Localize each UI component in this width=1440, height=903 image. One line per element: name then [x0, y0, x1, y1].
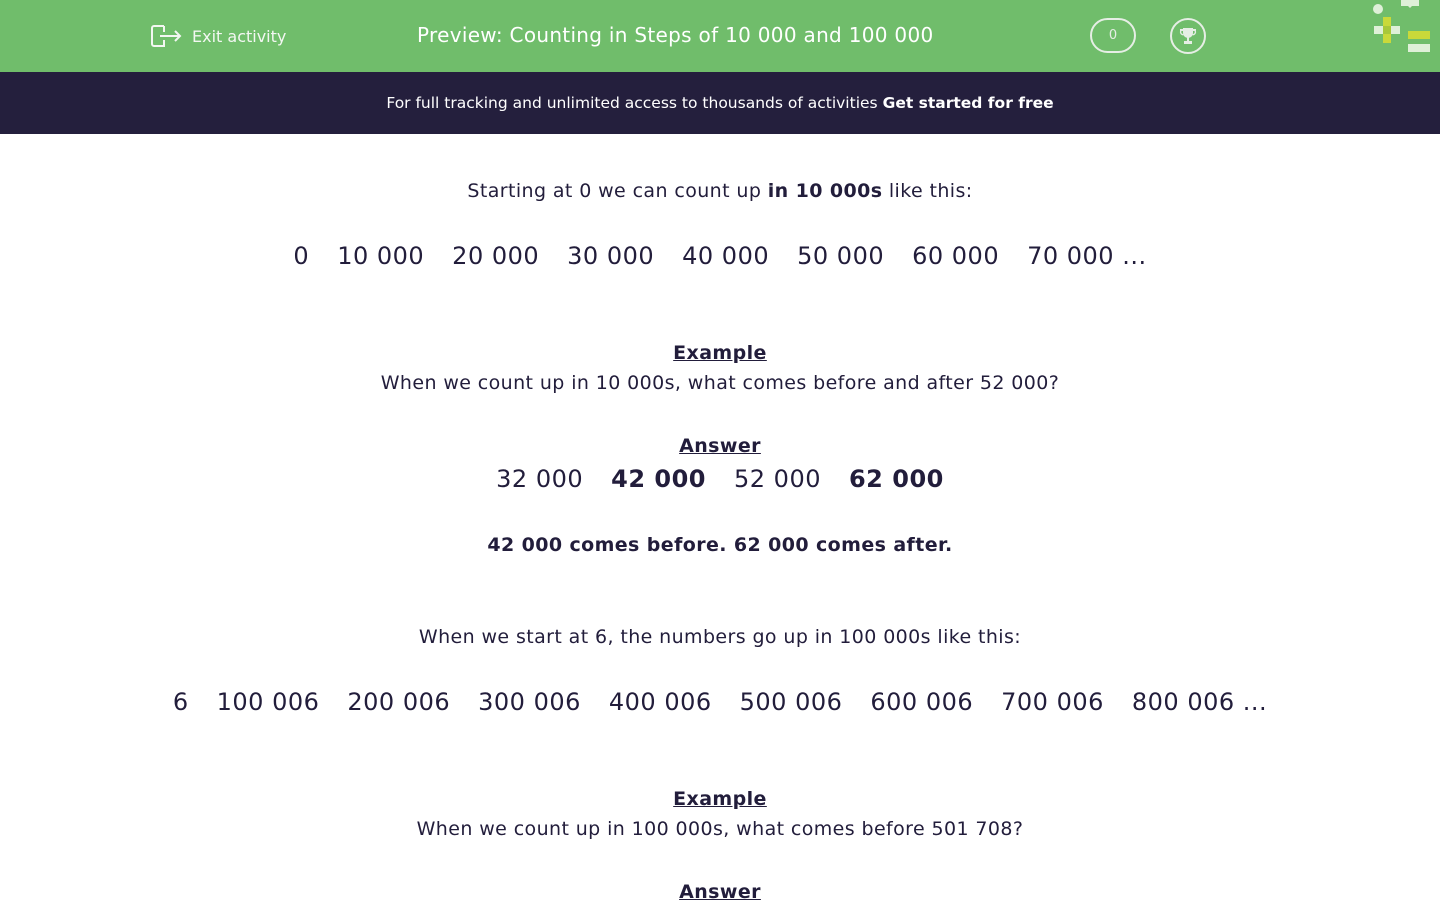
sequence-number: 300 006: [478, 688, 581, 716]
get-started-link[interactable]: Get started for free: [882, 94, 1054, 112]
sequence-10000s: [0, 242, 1440, 270]
answer-after: 62 000: [848, 465, 944, 493]
sequence-number: 700 006: [1001, 688, 1104, 716]
score-badge: 0: [1090, 18, 1136, 53]
answer-heading: Answer: [679, 881, 761, 903]
sequence-number: 30 000: [567, 242, 655, 270]
intro-10000s: [0, 180, 1440, 202]
sequence-100000s: [0, 688, 1440, 716]
sequence-number: 600 006: [870, 688, 974, 716]
answer-heading: Answer: [679, 435, 761, 457]
top-bar: [0, 0, 1440, 72]
sequence-number: 32 000: [496, 465, 584, 493]
answer-sequence: [0, 465, 1440, 493]
sequence-number: 10 000: [337, 242, 425, 270]
signup-banner: [0, 72, 1440, 134]
exit-label: Exit activity: [192, 26, 287, 46]
answer-conclusion: 42 000 comes before. 62 000 comes after.: [487, 534, 953, 556]
exit-activity-button[interactable]: [150, 22, 286, 50]
sequence-number: 70 000 ...: [1027, 242, 1147, 270]
trophy-button[interactable]: [1170, 18, 1206, 54]
page-title: Preview: Counting in Steps of 10 000 and 100 000: [417, 23, 934, 47]
sequence-number: 52 000: [734, 465, 821, 493]
sequence-number: 800 006 ...: [1131, 688, 1268, 716]
intro-text: Starting at 0 we can count up: [467, 180, 768, 202]
sequence-number: 200 006: [347, 688, 451, 716]
banner-text: For full tracking and unlimited access to thousands of activities: [386, 94, 878, 112]
sequence-number: 100 006: [216, 688, 320, 716]
logo-icon: [1368, 0, 1440, 60]
sequence-number: 50 000: [797, 242, 885, 270]
sequence-number: 20 000: [452, 242, 540, 270]
exit-icon: [150, 22, 182, 50]
example-heading: Example: [673, 342, 767, 364]
intro-100000s: When we start at 6, the numbers go up in 100 000s like this:: [418, 626, 1022, 648]
intro-text: like this:: [882, 180, 973, 202]
trophy-icon: [1178, 26, 1198, 46]
example-question: When we count up in 10 000s, what comes before and after 52 000?: [380, 372, 1060, 394]
sequence-number: 0: [293, 242, 310, 270]
answer-before: 42 000: [611, 465, 706, 493]
sequence-number: 6: [172, 688, 189, 716]
intro-bold: in 10 000s: [767, 180, 883, 202]
sequence-number: 40 000: [682, 242, 770, 270]
example-heading: Example: [673, 788, 767, 810]
sequence-number: 400 006: [608, 688, 712, 716]
example-question: When we count up in 100 000s, what comes before 501 708?: [416, 818, 1024, 840]
sequence-number: 500 006: [739, 688, 843, 716]
sequence-number: 60 000: [912, 242, 1000, 270]
